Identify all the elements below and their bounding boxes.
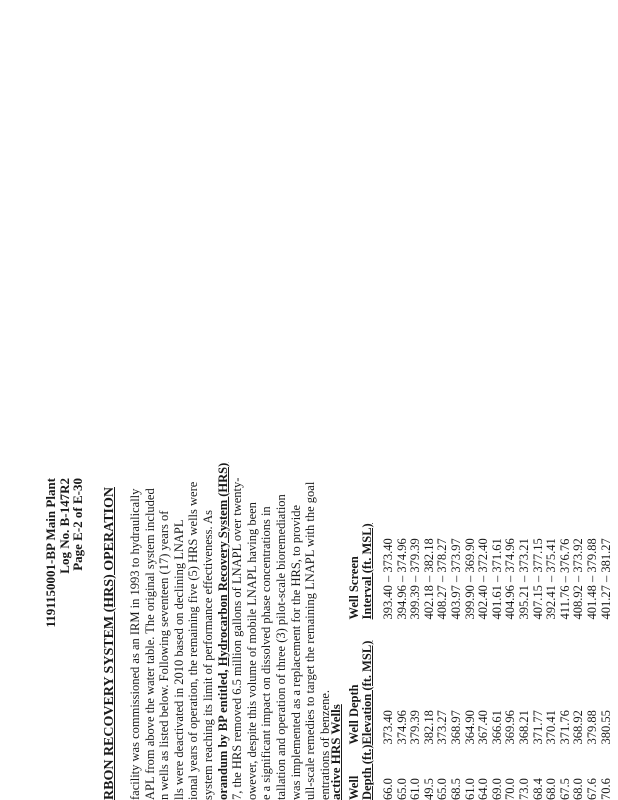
cell-depth: 65.0 — [435, 778, 450, 800]
paragraph-line: tallation and operation of three (3) pilot-scale bioremediation — [273, 494, 288, 800]
table-row — [491, 479, 505, 800]
table-row — [477, 479, 491, 800]
paragraph-line: owever, despite this volume of mobile LNAPL having been — [244, 502, 259, 800]
table-row — [518, 479, 532, 800]
section-title: RBON RECOVERY SYSTEM (HRS) OPERATION — [102, 487, 117, 800]
table-row — [559, 479, 573, 800]
paragraph-line — [216, 463, 231, 800]
cell-elevation: 379.39 — [408, 710, 423, 745]
table-row — [504, 479, 518, 800]
paragraph-line: ional years of operation, the remaining five (5) HRS wells were — [186, 481, 201, 800]
cell-interval: 402.40 – 372.40 — [476, 538, 491, 620]
cell-depth: 68.0 — [571, 778, 586, 800]
project-number: 1191150001-BP Main Plant — [43, 478, 58, 628]
paragraph-line: system reaching its limit of performance effectiveness. As — [200, 510, 215, 800]
table-title: active HRS Wells — [328, 704, 343, 800]
table-row — [409, 479, 423, 800]
cell-depth: 66.0 — [381, 778, 395, 800]
paragraph-line: n wells as listed below. Following seventeen (17) years of — [157, 510, 172, 800]
cell-interval: 403.97 – 373.97 — [448, 538, 463, 620]
cell-depth: 64.0 — [476, 778, 491, 800]
cell-elevation: 380.55 — [598, 710, 613, 745]
table-row — [532, 479, 546, 800]
paragraph-line: e a significant impact on dissolved phase concentrations in — [259, 506, 274, 800]
cell-interval: 408.27 – 378.27 — [435, 538, 450, 620]
cell-interval: 401.61 – 371.61 — [489, 538, 504, 620]
table-header-row — [348, 479, 378, 800]
cell-interval: 401.27 – 381.27 — [598, 538, 613, 620]
memo-title: Hydrocarbon Recovery System (HRS) — [215, 462, 230, 667]
cell-elevation: 368.92 — [571, 710, 586, 745]
table-row — [572, 479, 586, 800]
paragraph-line: facility was commissioned as an IRM in 1993 to hydraulically — [128, 488, 142, 800]
cell-depth: 68.0 — [544, 778, 559, 800]
page-number: Page E-2 of E-30 — [70, 478, 85, 571]
cell-depth: 67.6 — [584, 778, 599, 800]
cell-interval: 399.39 – 379.39 — [408, 538, 423, 620]
cell-elevation: 369.96 — [503, 710, 518, 745]
cell-interval: 411.76 – 376.76 — [557, 538, 572, 620]
cell-elevation: 374.96 — [394, 710, 409, 745]
table-row — [378, 479, 396, 800]
cell-interval: 402.18 – 382.18 — [421, 538, 436, 620]
cell-elevation: 368.21 — [516, 710, 531, 745]
table-body — [378, 479, 613, 800]
paragraph-line: APL from above the water table. The original system included — [142, 488, 157, 800]
cell-elevation: 371.76 — [557, 710, 572, 745]
table-row — [545, 479, 559, 800]
cell-interval: 408.92 – 373.92 — [571, 538, 586, 620]
table-row — [396, 479, 410, 800]
cell-depth: 65.0 — [394, 778, 409, 800]
table-row — [423, 479, 437, 800]
cell-depth: 70.0 — [503, 778, 518, 800]
cell-interval: 393.40 – 373.40 — [381, 538, 395, 620]
header-screen-interval: Well Screen Interval (ft. MSL) — [347, 523, 374, 620]
cell-elevation: 373.27 — [435, 710, 450, 745]
log-number: Log No. B-147R2 — [56, 478, 72, 574]
cell-depth: 70.6 — [598, 778, 613, 800]
paragraph-line: lls were deactivated in 2010 based on declining LNAPL — [171, 519, 186, 800]
cell-elevation: 364.90 — [462, 710, 477, 745]
cell-interval: 395.21 – 373.21 — [516, 538, 531, 620]
cell-depth: 69.0 — [489, 778, 504, 800]
cell-elevation: 368.97 — [448, 710, 463, 745]
cell-depth: 68.4 — [530, 778, 545, 800]
cell-interval: 404.96 – 374.96 — [503, 538, 518, 620]
cell-interval: 399.90 – 369.90 — [462, 538, 477, 620]
table-row — [586, 479, 600, 800]
cell-elevation: 367.40 — [476, 710, 491, 745]
cell-depth: 61.0 — [408, 778, 423, 800]
header-well-depth-elevation: Well Depth Elevation (ft. MSL) — [347, 640, 374, 745]
table-row — [436, 479, 450, 800]
table-row — [450, 479, 464, 800]
paragraph-line-text: orandum by BP entitled, — [215, 669, 230, 800]
paragraph-line: was implemented as a replacement for the HRS, to provide — [288, 504, 303, 800]
cell-depth: 49.5 — [421, 778, 436, 800]
cell-depth: 61.0 — [462, 778, 477, 800]
cell-depth: 73.0 — [516, 778, 531, 800]
table-row — [600, 479, 614, 800]
cell-elevation: 382.18 — [421, 710, 436, 745]
cell-interval: 407.15 – 377.15 — [530, 538, 545, 620]
hrs-wells-table — [348, 479, 613, 800]
paragraph-line: entrations of benzene. — [317, 689, 332, 800]
cell-interval: 394.96 – 374.96 — [394, 538, 409, 620]
table-row — [464, 479, 478, 800]
cell-elevation: 366.61 — [489, 710, 504, 745]
paragraph-line: ull-scale remedies to target the remaining LNAPL with the goal — [303, 481, 318, 800]
page-header — [44, 478, 85, 628]
cell-elevation: 379.88 — [584, 710, 599, 745]
cell-elevation: 370.41 — [544, 710, 559, 745]
cell-interval: 392.41 – 375.41 — [544, 538, 559, 620]
cell-interval: 401.48 – 379.88 — [584, 538, 599, 620]
cell-elevation: 373.40 — [381, 710, 395, 745]
cell-depth: 68.5 — [448, 778, 463, 800]
paragraph-line: 7, the HRS removed 6.5 million gallons of LNAPL over twenty- — [230, 477, 245, 800]
body-paragraph — [128, 463, 332, 800]
cell-depth: 67.5 — [557, 778, 572, 800]
cell-elevation: 371.77 — [530, 710, 545, 745]
header-well-depth: Well Depth (ft.) — [347, 744, 374, 800]
